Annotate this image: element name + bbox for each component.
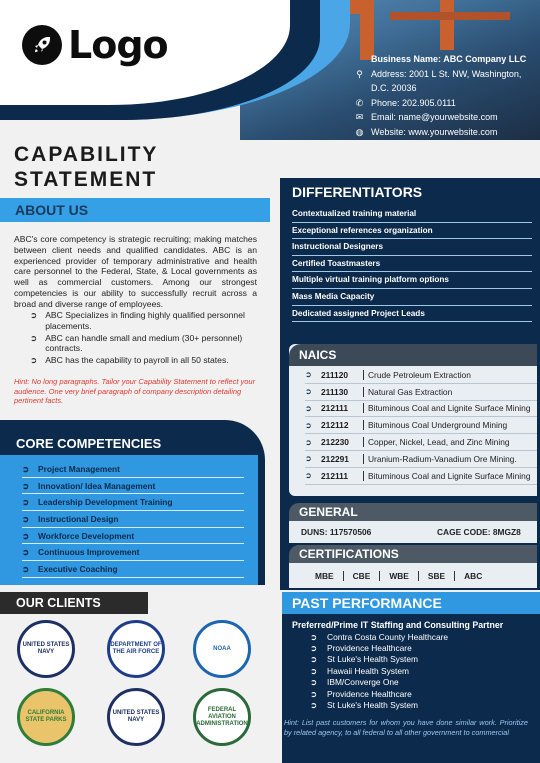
email: Email: name@yourwebsite.com xyxy=(371,112,498,122)
list-item: ➲ Contra Costa County Healthcare xyxy=(310,631,449,642)
navy-seal-2: UNITED STATES NAVY xyxy=(107,688,165,746)
air-force-seal: DEPARTMENT OF THE AIR FORCE xyxy=(107,620,165,678)
past-performance-heading: PAST PERFORMANCE xyxy=(292,595,442,611)
naics-heading: NAICS xyxy=(299,348,337,362)
arrow-bullet-icon: ➲ xyxy=(22,463,30,474)
arrow-bullet-icon: ➲ xyxy=(22,480,30,491)
arrow-bullet-icon: ➲ xyxy=(22,530,30,541)
list-item: ➲ Project Management xyxy=(22,461,244,478)
arrow-bullet-icon: ➲ xyxy=(305,454,312,464)
list-item: Instructional Designers xyxy=(292,239,532,256)
about-paragraph: ABC's core competency is strategic recruiting; making matches between client needs and qualified candidates. ABC is an experienced provider of temporary administrative and health care personnel to the Federal, State, & Local governments as well as commercial customers. Among our strongest competencies is our ability to successfully recruit across a broad and diverse range of employees. xyxy=(14,234,257,309)
address-line1: Address: 2001 L St. NW, Washington, xyxy=(371,68,522,79)
arrow-bullet-icon: ➲ xyxy=(30,355,38,366)
certifications-heading-bar xyxy=(289,545,537,563)
noaa-seal: NOAA xyxy=(193,620,251,678)
faa-seal: FEDERAL AVIATION ADMINISTRATION xyxy=(193,688,251,746)
email-icon: ✉ xyxy=(355,112,364,122)
list-item: ➲ Workforce Development xyxy=(22,528,244,545)
certification: WBE xyxy=(389,570,409,581)
arrow-bullet-icon: ➲ xyxy=(310,700,318,711)
general-heading-bar xyxy=(289,503,537,521)
about-bullets xyxy=(30,310,258,367)
arrow-bullet-icon: ➲ xyxy=(310,654,318,665)
clients-heading: OUR CLIENTS xyxy=(16,596,101,610)
naics-list xyxy=(305,367,537,485)
list-item: Dedicated assigned Project Leads xyxy=(292,306,532,323)
title-line2: STATEMENT xyxy=(14,168,158,191)
past-performance-heading-bar xyxy=(282,592,540,614)
list-item: ➲ ABC has the capability to payroll in all 50 states. xyxy=(30,355,229,366)
globe-icon: ◍ xyxy=(355,126,364,137)
arrow-bullet-icon: ➲ xyxy=(22,563,30,574)
arrow-bullet-icon: ➲ xyxy=(310,688,318,699)
arrow-bullet-icon: ➲ xyxy=(305,420,312,430)
differentiators-list xyxy=(292,206,532,322)
arrow-bullet-icon: ➲ xyxy=(305,370,312,380)
certification: CBE xyxy=(352,570,371,581)
duns-number: DUNS: 117570506 xyxy=(301,527,372,537)
arrow-bullet-icon: ➲ xyxy=(22,547,30,558)
arrow-bullet-icon: ➲ xyxy=(305,387,312,397)
about-heading-bar xyxy=(0,198,270,222)
past-performance-list xyxy=(310,631,530,711)
list-item: ➲ ABC Specializes in finding highly qualified personnel placements. xyxy=(30,310,245,331)
address-line2: D.C. 20036 xyxy=(371,83,417,93)
arrow-bullet-icon: ➲ xyxy=(30,310,38,320)
list-item: ➲ Leadership Development Training xyxy=(22,494,244,511)
list-item: Contextualized training material xyxy=(292,206,532,223)
differentiators-heading: DIFFERENTIATORS xyxy=(292,184,423,200)
list-item: ➲ Instructional Design xyxy=(22,511,244,528)
list-item: ➲ St Luke's Health System xyxy=(310,654,419,665)
table-row: ➲ 212291 Uranium-Radium-Vanadium Ore Mining. xyxy=(305,451,537,468)
arrow-bullet-icon: ➲ xyxy=(305,403,312,413)
list-item: Mass Media Capacity xyxy=(292,289,532,306)
website: Website: www.yourwebsite.com xyxy=(371,126,498,137)
about-heading: ABOUT US xyxy=(15,202,89,218)
table-row: ➲ 212111 Bituminous Coal and Lignite Surface Mining xyxy=(305,468,537,485)
logo xyxy=(22,20,168,70)
list-item: Certified Toastmasters xyxy=(292,256,532,273)
list-item: ➲ ABC can handle small and medium (30+ personnel) contracts. xyxy=(30,332,243,354)
arrow-bullet-icon: ➲ xyxy=(22,513,30,524)
arrow-bullet-icon: ➲ xyxy=(310,643,318,654)
list-item: ➲ Innovation/ Idea Management xyxy=(22,478,244,495)
table-row: ➲ 212111 Bituminous Coal and Lignite Surface Mining xyxy=(305,401,537,418)
rocket-icon xyxy=(22,25,62,65)
past-performance-hint: Hint: List past customers for whom you have done similar work. Prioritize by related agency, to all federal to all other government to commercial xyxy=(284,718,528,737)
certification: SBE xyxy=(427,570,446,581)
header xyxy=(0,0,540,150)
table-row: ➲ 212230 Copper, Nickel, Lead, and Zinc Mining xyxy=(305,434,537,451)
list-item: ➲ Hawaii Health System xyxy=(310,665,409,676)
about-hint: Hint: No long paragraphs. Tailor your Capability Statement to reflect your audience. One very brief paragraph of company description detailing pertinent facts. xyxy=(14,377,256,406)
cage-code: CAGE CODE: 8MGZ8 xyxy=(437,527,521,537)
table-row: ➲ 211130 Natural Gas Extraction xyxy=(305,384,537,401)
list-item: ➲ Continuous Improvement xyxy=(22,544,244,561)
phone-icon: ✆ xyxy=(355,97,364,108)
general-heading: GENERAL xyxy=(299,505,358,519)
table-row: ➲ 211120 Crude Petroleum Extraction xyxy=(305,367,537,384)
arrow-bullet-icon: ➲ xyxy=(305,471,312,481)
business-name: Business Name: ABC Company LLC xyxy=(371,54,527,64)
core-heading: CORE COMPETENCIES xyxy=(16,436,162,451)
certification: MBE xyxy=(315,570,334,581)
business-info xyxy=(354,52,526,139)
list-item: ➲ IBM/Converge One xyxy=(310,677,399,688)
arrow-bullet-icon: ➲ xyxy=(310,631,318,642)
past-performance-subheading: Preferred/Prime IT Staffing and Consulting Partner xyxy=(292,620,504,630)
arrow-bullet-icon: ➲ xyxy=(305,437,312,447)
list-item: ➲ Providence Healthcare xyxy=(310,643,412,654)
certification: ABC xyxy=(464,570,483,581)
clients-heading-bar xyxy=(0,592,148,614)
navy-seal: UNITED STATES NAVY xyxy=(17,620,75,678)
general-row xyxy=(289,521,537,543)
arrow-bullet-icon: ➲ xyxy=(30,332,38,343)
arrow-bullet-icon: ➲ xyxy=(310,665,318,676)
naics-heading-bar xyxy=(289,344,537,366)
california-state-parks-seal: CALIFORNIA STATE PARKS xyxy=(17,688,75,746)
core-list xyxy=(22,461,244,578)
table-row: ➲ 212112 Bituminous Coal Underground Mining xyxy=(305,417,537,434)
list-item: Multiple virtual training platform options xyxy=(292,272,532,289)
phone: Phone: 202.905.0111 xyxy=(371,97,456,108)
certifications-row xyxy=(289,563,537,588)
title-line1: CAPABILITY xyxy=(14,143,159,166)
arrow-bullet-icon: ➲ xyxy=(22,497,30,508)
logo-text: Logo xyxy=(68,23,168,67)
page-title xyxy=(14,142,158,192)
arrow-bullet-icon: ➲ xyxy=(310,677,318,688)
location-pin-icon: ⚲ xyxy=(356,68,363,79)
certifications-heading: CERTIFICATIONS xyxy=(299,547,399,561)
list-item: ➲ St Luke's Health System xyxy=(310,700,419,711)
list-item: ➲ Executive Coaching xyxy=(22,561,244,578)
list-item: Exceptional references organization xyxy=(292,223,532,240)
list-item: ➲ Providence Healthcare xyxy=(310,688,412,699)
